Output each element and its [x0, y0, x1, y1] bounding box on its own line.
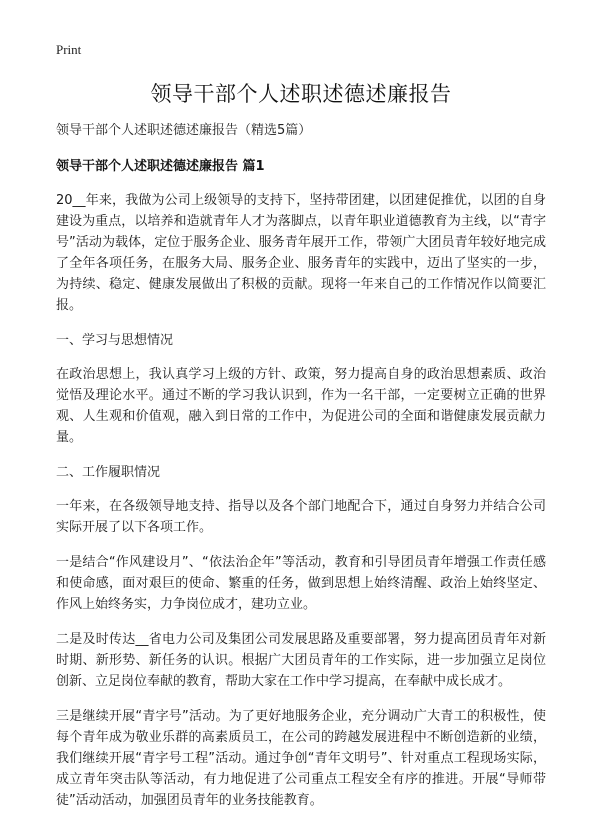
document-subtitle: 领导干部个人述职述德述廉报告（精选5篇） [56, 123, 312, 138]
paragraph-work-overview: 一年来，在各级领导地支持、指导以及各个部门地配合下，通过自身努力并结合公司实际开展了以下各项工作。 [56, 499, 546, 535]
heading-study-thinking: 一、学习与思想情况 [56, 333, 174, 348]
paragraph-item-two: 二是及时传达__省电力公司及集团公司发展思路及重要部署，努力提高团员青年对新时期、新形势、新任务的认识。根据广大团员青年的工作实际，进一步加强立足岗位创新、立足岗位奉献的教育，帮助大家在工作中学习提高，在奉献中成长成才。 [56, 632, 546, 689]
section-heading: 领导干部个人述职述德述廉报告 篇1 [56, 159, 265, 174]
paragraph-item-three: 三是继续开展“青字号”活动。为了更好地服务企业，充分调动广大青工的积极性，使每个青年成为敬业乐群的高素质员工，在公司的跨越发展进程中不断创造新的业绩，我们继续开展“青字号工程”活动。通过争创“青年文明号”、针对重点工程现场实际，成立青年突击队等活动，有力地促进了公司重点工程安全有序的推进。开展“导师带徒”活动活动，加强团员青年的业务技能教育。 [56, 709, 546, 808]
print-link[interactable]: Print [56, 42, 82, 57]
intro-paragraph: 20__年来，我做为公司上级领导的支持下，坚持带团建，以团建促推优，以团的自身建设为重点，以培养和造就青年人才为落脚点，以青年职业道德教育为主线，以“青字号”活动为载体，定位于服务企业、服务青年展开工作，带领广大团员青年较好地完成了全年各项任务，在服务大局、服务企业、服务青年的实践中，迈出了坚实的一步，为持续、稳定、健康发展做出了积极的贡献。现将一年来自己的工作情况作以简要汇报。 [56, 193, 546, 313]
heading-work-duties: 二、工作履职情况 [56, 465, 161, 480]
paragraph-study-thinking: 在政治思想上，我认真学习上级的方针、政策，努力提高自身的政治思想素质、政治觉悟及理论水平。通过不断的学习我认识到，作为一名干部，一定要树立正确的世界观、人生观和价值观，融入到日常的工作中，为促进公司的全面和谐健康发展贡献力量。 [56, 367, 546, 445]
paragraph-item-one: 一是结合“作风建设月”、“依法治企年”等活动，教育和引导团员青年增强工作责任感和使命感，面对艰巨的使命、繁重的任务，做到思想上始终清醒、政治上始终坚定、作风上始终务实，力争岗位成才，建功立业。 [56, 555, 546, 612]
document-title: 领导干部个人述职述德述廉报告 [150, 82, 452, 106]
